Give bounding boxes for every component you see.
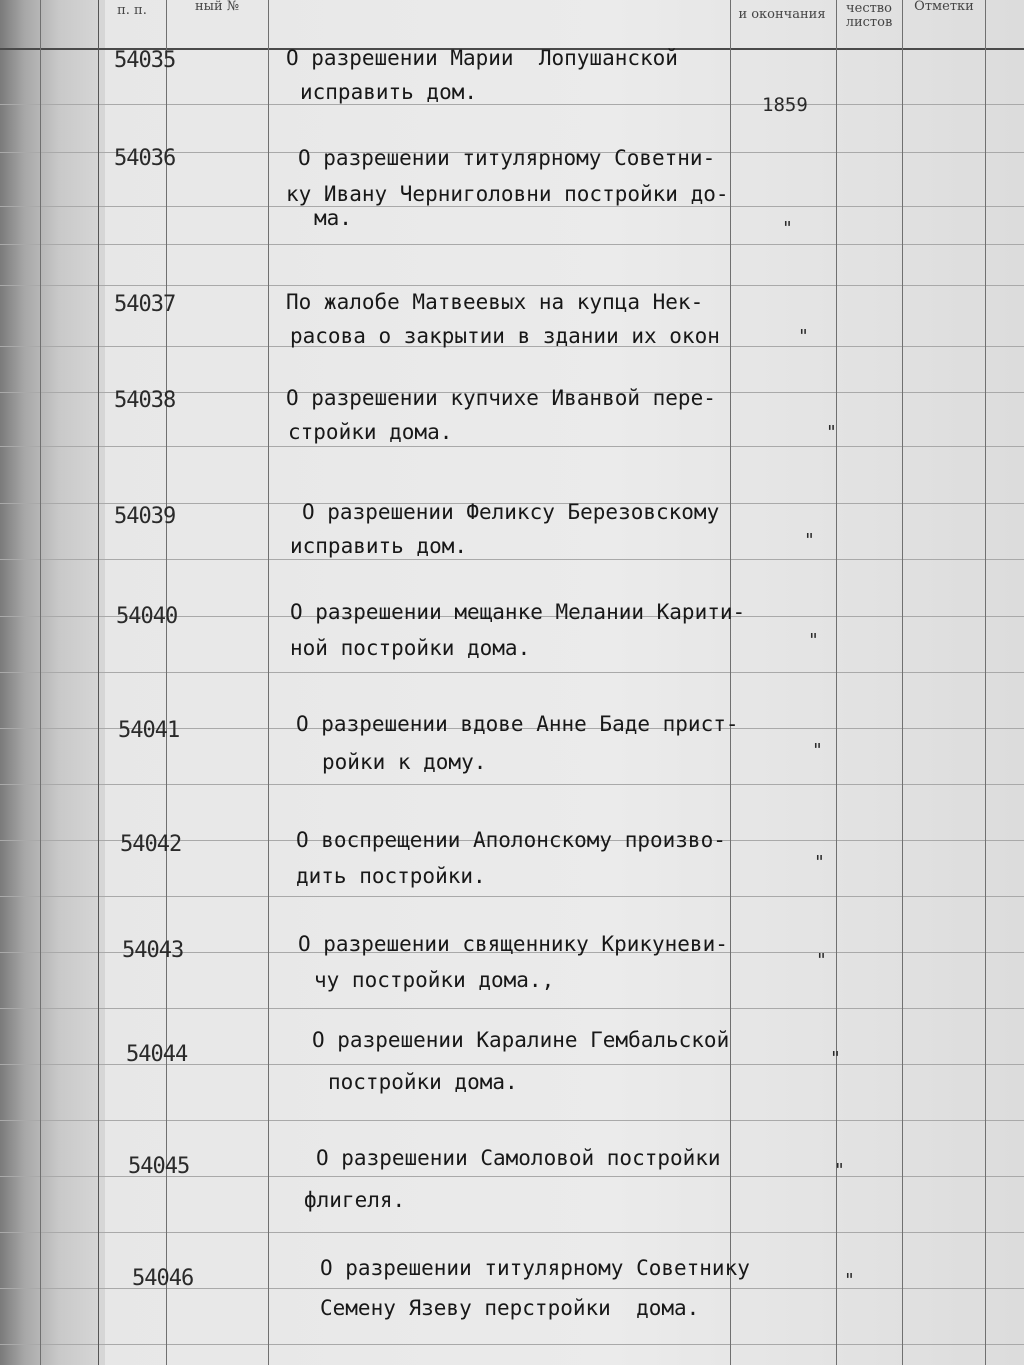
rule <box>0 1008 1024 1009</box>
rule <box>0 1120 1024 1121</box>
entry-line: ма. <box>314 206 352 230</box>
rule <box>0 244 1024 245</box>
entry-number: 54041 <box>118 718 180 743</box>
entry-line: О разрешении Феликсу Березовскому <box>302 500 720 524</box>
rule <box>0 104 1024 105</box>
entry-line: О разрешении Каралине Гембальской <box>312 1028 730 1052</box>
binding-spine <box>0 0 105 1365</box>
ditto-mark: " <box>782 218 793 239</box>
column-line <box>40 0 41 1365</box>
entry-line: О разрешении титулярному Советнику <box>320 1256 750 1280</box>
entry-line: О разрешении священнику Крикуневи- <box>298 932 728 956</box>
entry-line: О разрешении титулярному Советни- <box>298 146 716 170</box>
rule <box>0 446 1024 447</box>
entry-number: 54043 <box>122 938 184 963</box>
entry-line: флигеля. <box>304 1188 406 1212</box>
entry-line: ной постройки дома. <box>290 636 531 660</box>
rule <box>0 1232 1024 1233</box>
column-line <box>268 0 269 1365</box>
year-value: 1859 <box>762 94 808 116</box>
entry-line: исправить дом. <box>290 534 468 558</box>
header-number: п. п. <box>117 3 147 18</box>
entry-line: Семену Язеву перстройки дома. <box>320 1296 700 1320</box>
ditto-mark: " <box>826 422 837 443</box>
entry-line: ройки к дому. <box>322 750 487 774</box>
ditto-mark: " <box>834 1160 845 1181</box>
column-line <box>730 0 731 1365</box>
column-line <box>902 0 903 1365</box>
entry-number: 54042 <box>120 832 182 857</box>
entry-line: О воспрещении Аполонскому произво- <box>296 828 726 852</box>
rule <box>0 559 1024 560</box>
entry-number: 54040 <box>116 604 178 629</box>
ditto-mark: " <box>812 740 823 761</box>
entry-number: 54036 <box>114 146 176 171</box>
ditto-mark: " <box>816 950 827 971</box>
column-line <box>985 0 986 1365</box>
entry-line: постройки дома. <box>328 1070 518 1094</box>
entry-line: О разрешении Марии Лопушанской <box>286 46 678 70</box>
column-line <box>98 0 99 1365</box>
entry-line: О разрешении Самоловой постройки <box>316 1146 721 1170</box>
entry-line: О разрешении купчихе Иванвой пере- <box>286 386 716 410</box>
rule <box>0 1344 1024 1345</box>
entry-number: 54044 <box>126 1042 188 1067</box>
entry-line: исправить дом. <box>300 80 478 104</box>
rule <box>0 672 1024 673</box>
entry-line: стройки дома. <box>288 420 453 444</box>
ditto-mark: " <box>798 326 809 347</box>
entry-line: ку Ивану Черниголовни постройки до- <box>286 182 729 206</box>
rule <box>0 784 1024 785</box>
entry-number: 54037 <box>114 292 176 317</box>
entry-number: 54035 <box>114 48 176 73</box>
ditto-mark: " <box>814 852 825 873</box>
ditto-mark: " <box>808 630 819 651</box>
entry-line: О разрешении мещанке Мелании Карити- <box>290 600 746 624</box>
header-inventory: ный № <box>194 0 240 14</box>
header-dates: и окончания <box>738 7 826 22</box>
rule <box>0 896 1024 897</box>
entry-number: 54045 <box>128 1154 190 1179</box>
entry-line: расова о закрытии в здании их окон <box>290 324 720 348</box>
header-notes: Отметки <box>914 0 974 14</box>
ditto-mark: " <box>844 1270 855 1291</box>
entry-number: 54039 <box>114 504 176 529</box>
entry-line: По жалобе Матвеевых на купца Нек- <box>286 290 704 314</box>
ditto-mark: " <box>804 530 815 551</box>
ditto-mark: " <box>830 1048 841 1069</box>
header-sheets: чество листов <box>845 1 893 30</box>
entry-number: 54038 <box>114 388 176 413</box>
entry-line: О разрешении вдове Анне Баде прист- <box>296 712 739 736</box>
entry-number: 54046 <box>132 1266 194 1291</box>
entry-line: чу постройки дома., <box>314 968 555 992</box>
entry-line: дить постройки. <box>296 864 486 888</box>
